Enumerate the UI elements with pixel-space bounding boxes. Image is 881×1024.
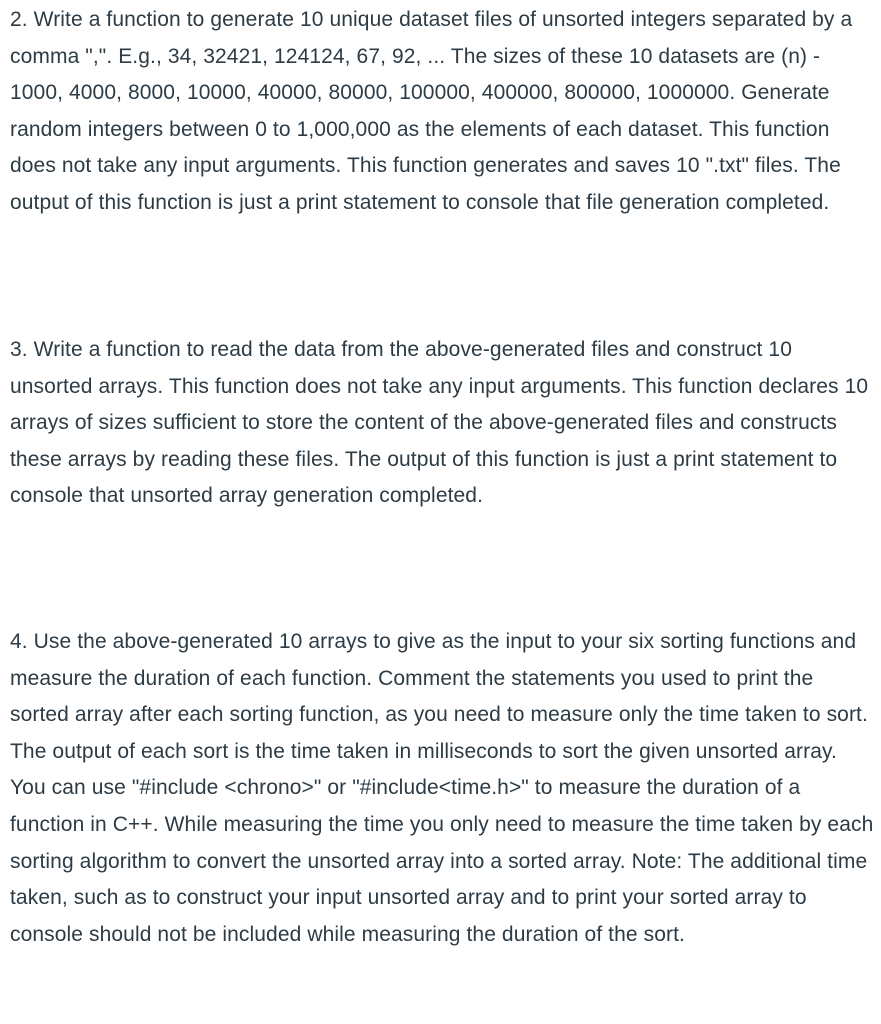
- question-4-paragraph: 4. Use the above-generated 10 arrays to give as the input to your six sorting functions and measure the duration of each function. Comment the statements you used to print the sorted array after each sorting function, as you need to measure only the time taken to sort. The output of each sort is the time taken in milliseconds to sort the given unsorted array. You can use "#include <chrono>" or "#include<time.h>" to measure the duration of a function in C++. While measuring the time you only need to measure the time taken by each sorting algorithm to convert the unsorted array into a sorted array. Note: The additional time taken, such as to construct your input unsorted array and to print your sorted array to console should not be included while measuring the duration of the sort.: [10, 630, 874, 946]
- question-2-paragraph: 2. Write a function to generate 10 unique dataset files of unsorted integers separated by a comma ",". E.g., 34, 32421, 124124, 67, 92, ... The sizes of these 10 datasets are (n) - 1000, 4000, 8000, 10000, 40000, 80000, 100000, 400000, 800000, 1000000. Generate random integers between 0 to 1,000,000 as the elements of each dataset. This function does not take any input arguments. This function generates and saves 10 ".txt" files. The output of this function is just a print statement to console that file generation completed.: [10, 8, 853, 214]
- question-3-paragraph: 3. Write a function to read the data from the above-generated files and construct 10 unsorted arrays. This function does not take any input arguments. This function declares 10 arrays of sizes sufficient to store the content of the above-generated files and constructs these arrays by reading these files. The output of this function is just a print statement to console that unsorted array generation completed.: [10, 338, 869, 508]
